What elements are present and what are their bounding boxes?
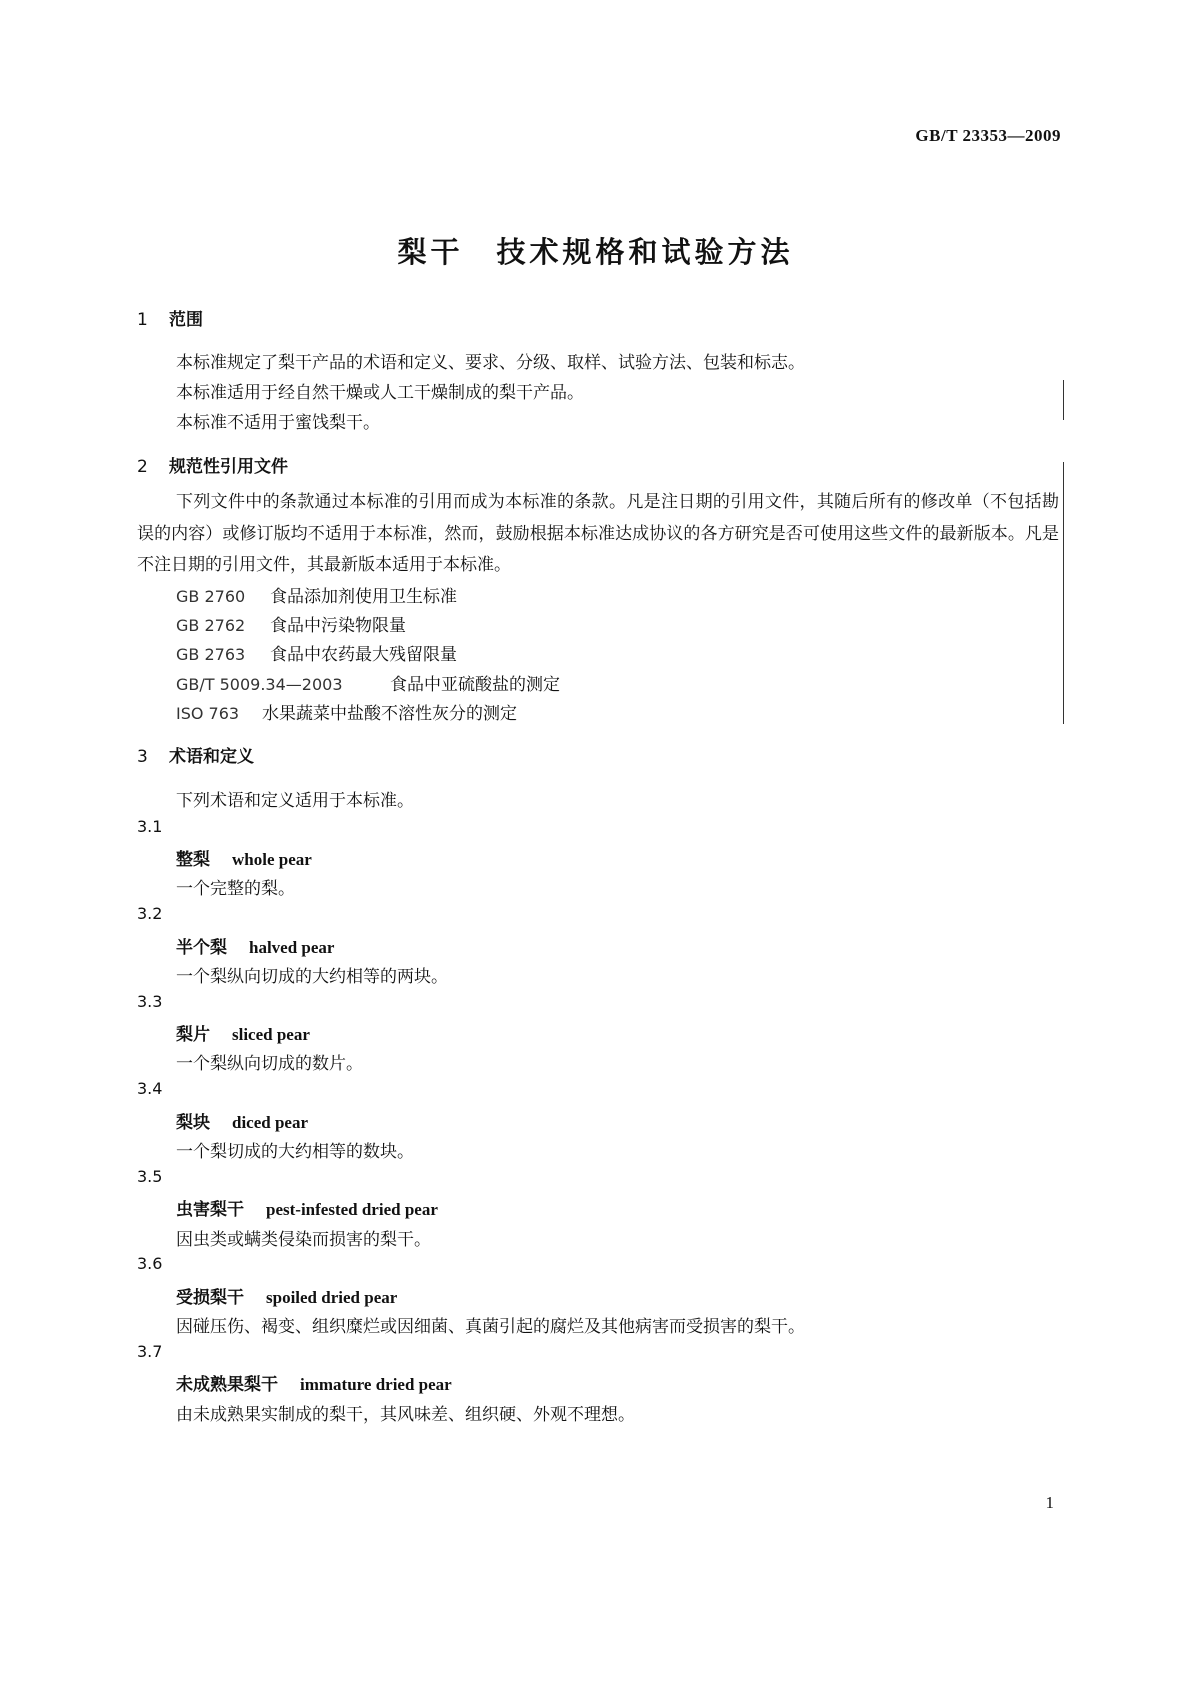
- section-number: 3: [137, 747, 148, 767]
- revision-margin-bar: [1063, 462, 1064, 724]
- term-definition: 一个完整的梨。: [176, 879, 295, 899]
- term-en: diced pear: [232, 1113, 309, 1132]
- term-number: 3.2: [137, 904, 163, 923]
- term-zh: 整梨: [176, 850, 210, 870]
- term-title: [176, 933, 334, 958]
- reference-title: 食品中污染物限量: [270, 616, 406, 636]
- term-title: [176, 1370, 452, 1395]
- paragraph: 下列术语和定义适用于本标准。: [176, 791, 414, 811]
- reference-item: [176, 640, 457, 665]
- reference-code: ISO 763: [176, 704, 240, 723]
- paragraph: 本标准规定了梨干产品的术语和定义、要求、分级、取样、试验方法、包装和标志。: [176, 353, 805, 373]
- section-2-heading: [137, 452, 288, 477]
- section-title: 规范性引用文件: [169, 457, 288, 477]
- section-title: 范围: [169, 310, 203, 330]
- reference-title: 食品中亚硫酸盐的测定: [390, 675, 560, 695]
- term-en: immature dried pear: [300, 1375, 452, 1394]
- term-zh: 未成熟果梨干: [176, 1375, 278, 1395]
- reference-title: 水果蔬菜中盐酸不溶性灰分的测定: [262, 704, 517, 724]
- term-zh: 梨片: [176, 1025, 210, 1045]
- section-title: 术语和定义: [169, 747, 254, 767]
- revision-margin-bar: [1063, 380, 1064, 420]
- term-en: sliced pear: [232, 1025, 310, 1044]
- term-definition: 因虫类或螨类侵染而损害的梨干。: [176, 1230, 431, 1250]
- page-number: 1: [1045, 1493, 1054, 1512]
- term-number: 3.3: [137, 992, 163, 1011]
- term-definition: 一个梨纵向切成的数片。: [176, 1054, 363, 1074]
- term-number: 3.6: [137, 1254, 163, 1273]
- term-definition: 因碰压伤、褐变、组织糜烂或因细菌、真菌引起的腐烂及其他病害而受损害的梨干。: [176, 1317, 805, 1337]
- section-number: 2: [137, 457, 148, 477]
- reference-code: GB 2760: [176, 587, 246, 606]
- term-en: pest-infested dried pear: [266, 1200, 438, 1219]
- term-zh: 受损梨干: [176, 1288, 244, 1308]
- term-title: [176, 1195, 438, 1220]
- reference-code: GB 2762: [176, 616, 246, 635]
- term-number: 3.5: [137, 1167, 163, 1186]
- term-zh: 虫害梨干: [176, 1200, 244, 1220]
- reference-title: 食品中农药最大残留限量: [270, 645, 457, 665]
- paragraph: 本标准不适用于蜜饯梨干。: [176, 413, 380, 433]
- page-title: 梨干 技术规格和试验方法: [397, 235, 794, 269]
- term-zh: 半个梨: [176, 938, 227, 958]
- reference-title: 食品添加剂使用卫生标准: [270, 587, 457, 607]
- reference-code: GB 2763: [176, 645, 246, 664]
- term-number: 3.1: [137, 817, 163, 836]
- term-number: 3.4: [137, 1079, 163, 1098]
- term-definition: 一个梨切成的大约相等的数块。: [176, 1142, 414, 1162]
- section-number: 1: [137, 310, 148, 330]
- term-number: 3.7: [137, 1342, 163, 1361]
- term-title: [176, 1020, 310, 1045]
- term-title: [176, 1108, 308, 1133]
- term-definition: 一个梨纵向切成的大约相等的两块。: [176, 967, 448, 987]
- paragraph: 本标准适用于经自然干燥或人工干燥制成的梨干产品。: [176, 383, 584, 403]
- reference-item: [176, 582, 457, 607]
- standard-id: GB/T 23353—2009: [915, 126, 1061, 145]
- section-1-heading: [137, 305, 203, 330]
- reference-code: GB/T 5009.34—2003: [176, 675, 343, 694]
- paragraph: 下列文件中的条款通过本标准的引用而成为本标准的条款。凡是注日期的引用文件，其随后所有的修改单（不包括勘误的内容）或修订版均不适用于本标准，然而，鼓励根据本标准达成协议的各方研究是否可使用这些文件的最新版本。凡是不注日期的引用文件，其最新版本适用于本标准。: [137, 492, 1059, 575]
- term-zh: 梨块: [176, 1113, 210, 1133]
- section-3-heading: [137, 742, 254, 767]
- reference-item: [176, 670, 560, 695]
- reference-item: [176, 699, 517, 724]
- reference-item: [176, 611, 406, 636]
- term-en: spoiled dried pear: [266, 1288, 398, 1307]
- term-title: [176, 845, 312, 870]
- term-definition: 由未成熟果实制成的梨干，其风味差、组织硬、外观不理想。: [176, 1405, 635, 1425]
- term-title: [176, 1283, 397, 1308]
- term-en: halved pear: [249, 938, 335, 957]
- term-en: whole pear: [232, 850, 312, 869]
